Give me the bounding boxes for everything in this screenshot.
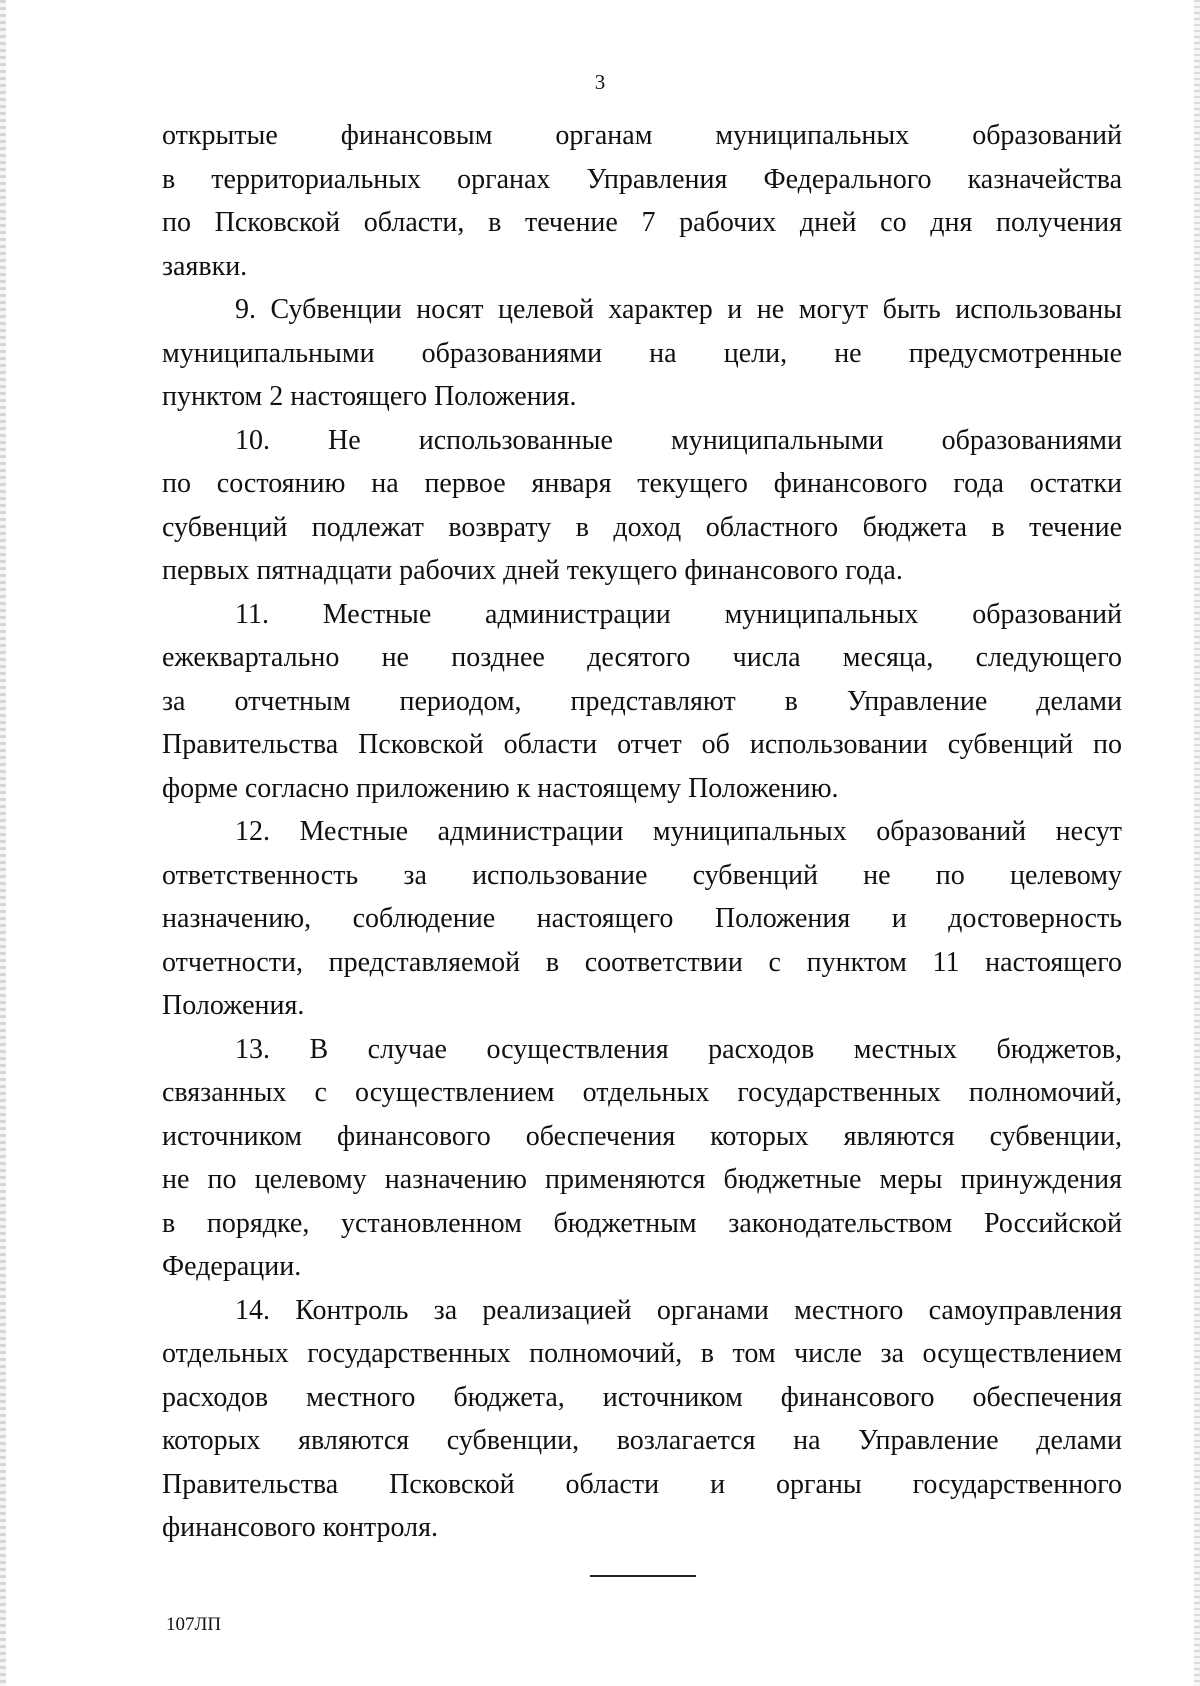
text-line: 13. В случае осуществления расходов местных бюджетов, [235,1033,1122,1065]
text-line: по состоянию на первое января текущего финансового года остатки [162,468,1122,499]
paragraph-8-continuation [162,114,1122,288]
document-code: 107ЛП [166,1614,222,1635]
text-line: пунктом 2 настоящего Положения. [162,381,577,412]
text-line: открытые финансовым органам муниципальных образований [162,120,1122,151]
text-line: источником финансового обеспечения которых являются субвенции, [162,1120,1122,1152]
text-line: не по целевому назначению применяются бюджетные меры принуждения [162,1164,1122,1195]
paragraph-12 [162,810,1122,1028]
text-line: форме согласно приложению к настоящему Положению. [162,772,839,804]
text-line: в территориальных органах Управления Федерального казначейства [162,163,1122,195]
text-line: ежеквартально не позднее десятого числа месяца, следующего [162,642,1122,673]
text-line: 11. Местные администрации муниципальных образований [235,598,1122,630]
text-line: 12. Местные администрации муниципальных образований несут [235,816,1122,847]
text-line: заявки. [162,250,248,282]
document-body [162,114,1122,1550]
text-line: 9. Субвенции носят целевой характер и не могут быть использованы [235,294,1122,325]
scan-left-edge [0,0,6,1686]
paragraph-14 [162,1289,1122,1550]
text-line: Федерации. [162,1251,302,1282]
text-line: первых пятнадцати рабочих дней текущего финансового года. [162,555,903,586]
text-line: финансового контроля. [162,1512,438,1543]
text-line: муниципальными образованиями на цели, не предусмотренные [162,337,1122,369]
text-line: которых являются субвенции, возлагается на Управление делами [162,1425,1122,1456]
text-line: 10. Не использованные муниципальными образованиями [235,424,1122,456]
text-line: по Псковской области, в течение 7 рабочих дней со дня получения [162,207,1122,238]
text-line: отдельных государственных полномочий, в том числе за осуществлением [162,1338,1122,1369]
text-line: Положения. [162,990,305,1021]
text-line: назначению, соблюдение настоящего Положения и достоверность [162,903,1122,934]
text-line: ответственность за использование субвенций не по целевому [162,859,1122,891]
paragraph-9 [162,288,1122,419]
paragraph-11 [162,593,1122,811]
text-line: связанных с осуществлением отдельных государственных полномочий, [162,1077,1122,1108]
end-separator-line [590,1575,696,1577]
text-line: за отчетным периодом, представляют в Управление делами [162,685,1122,717]
text-line: расходов местного бюджета, источником финансового обеспечения [162,1381,1122,1413]
text-line: Правительства Псковской области и органы государственного [162,1468,1122,1500]
text-line: Правительства Псковской области отчет об использовании субвенций по [162,729,1122,760]
text-line: 14. Контроль за реализацией органами местного самоуправления [235,1294,1122,1326]
page-number: 3 [594,70,606,94]
text-line: субвенций подлежат возврату в доход областного бюджета в течение [162,511,1122,543]
text-line: в порядке, установленном бюджетным законодательством Российской [162,1207,1122,1239]
paragraph-10 [162,419,1122,593]
paragraph-13 [162,1028,1122,1289]
scan-right-edge [1194,0,1200,1686]
text-line: отчетности, представляемой в соответствии с пунктом 11 настоящего [162,946,1122,978]
